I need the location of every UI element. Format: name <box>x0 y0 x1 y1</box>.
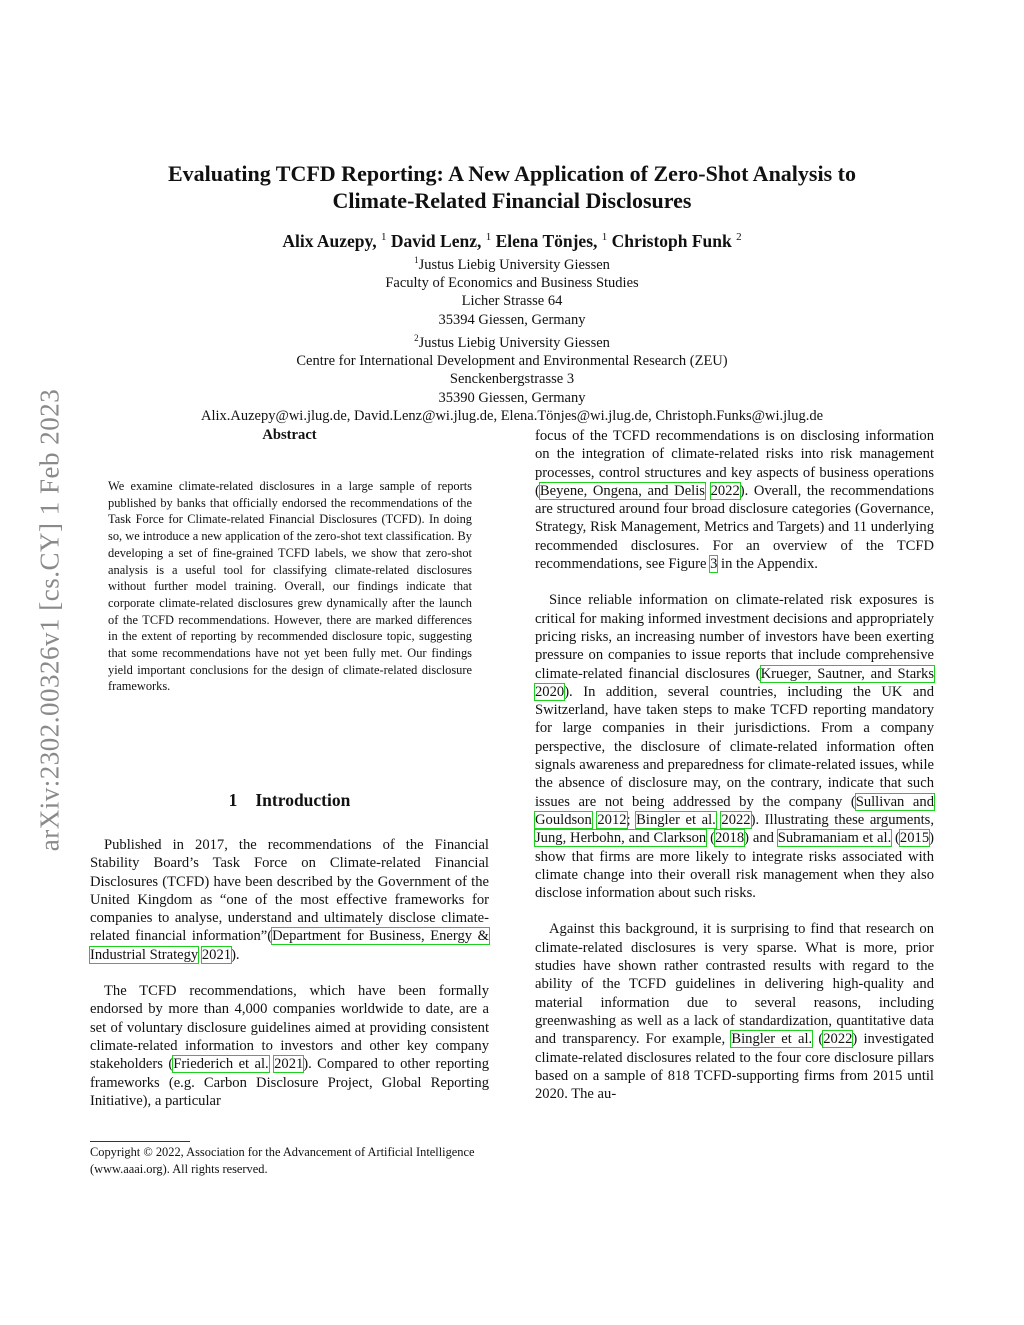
citation-link[interactable]: Friederich et al. <box>173 1056 269 1073</box>
right-paragraph-1 <box>535 427 934 573</box>
author-affiliation-mark: 1 <box>381 231 387 243</box>
text-run: Since reliable information on climate-related risk exposures is critical for making informed investment decisions and appropriately pricing risks, an increasing number of investors have been exerting pressure on companies to issue reports that include comprehensive climate-related financial disclosures ( <box>535 592 934 682</box>
citation-link[interactable]: Sullivan and Gouldson <box>535 793 934 828</box>
citation-link[interactable]: Jung, Herbohn, and Clarkson <box>535 830 707 847</box>
author-emails: Alix.Auzepy@wi.jlug.de, David.Lenz@wi.jlug.de, Elena.Tönjes@wi.jlug.de, Christoph.Funks@wi.jlug.de <box>200 408 824 425</box>
text-run: ). In addition, several countries, including the UK and Switzerland, have taken steps to make TCFD reporting mandatory for large companies in their jurisdictions. From a company perspective, the disclosure of climate-related information often signals awareness and preparedness for climate-related issues, while the absence of disclosure may, on the contrary, indicate that such issues are not being addressed by the company ( <box>535 683 934 810</box>
right-paragraph-2: Since reliable information on climate-related risk exposures is critical for making informed investment decisions and appropriately pricing risks, an increasing number of investors have been exerting pressure on companies to issue reports that include comprehensive climate-related financial disclosures (Krueger, Sautner, and Starks 2020). In addition, several countries, including the UK and Switzerland, have taken steps to make TCFD reporting mandatory for large companies in their jurisdictions. From a company perspective, the disclosure of climate-related information often signals awareness and preparedness for climate-related issues, while the absence of disclosure may, on the contrary, indicate that such issues are not being addressed by the company (Sullivan and Gouldson 2012; Bingler et al. 2022). Illustrating these arguments, Jung, Herbohn, and Clarkson (2018) and Subramaniam et al. (2015) show that firms are more likely to integrate risks associated with climate change into their overall risk management when they also disclose information about such risks. <box>535 592 935 902</box>
citation-year-link[interactable]: 2021 <box>201 946 232 963</box>
text-run: show that firms are more likely to integrate risks associated with climate change into their overall risk management when they also disclose information about such risks. <box>535 848 934 902</box>
affiliation-2-centre: Centre for International Development and Environmental Research (ZEU) <box>296 353 728 370</box>
figure-reference-link[interactable]: 3 <box>710 556 718 573</box>
affiliation-mark: 2 <box>414 333 419 344</box>
affiliation-2-city: 35390 Giessen, Germany <box>438 389 586 406</box>
author-affiliation-mark: 1 <box>601 231 608 243</box>
author-name: Alix Auzepy, <box>282 230 377 251</box>
affiliation-text: Justus Liebig University Giessen <box>418 256 610 273</box>
affiliation-text: Justus Liebig University Giessen <box>418 334 610 351</box>
citation-year-link[interactable]: 2020 <box>535 683 565 700</box>
citation-year-link[interactable]: 2022 <box>721 811 751 828</box>
affiliation-1-faculty: Faculty of Economics and Business Studies <box>385 275 639 292</box>
left-column-body <box>90 836 489 1110</box>
footnote-rule <box>90 1141 190 1142</box>
text-run: in the Appendix. <box>717 556 818 573</box>
text-run: and <box>749 830 778 847</box>
citation-year-link[interactable]: 2022 <box>710 482 740 499</box>
right-column-body <box>535 427 934 1103</box>
affiliation-2-street: Senckenbergstrasse 3 <box>449 371 575 388</box>
text-run: The TCFD recommendations, which have been formally endorsed by more than 4,000 companies worldwide to date, are a set of voluntary disclosure guidelines aimed at providing consistent climate-related information to investors and other key company stakeholders ( <box>90 983 489 1073</box>
author-affiliation-mark: 2 <box>736 231 742 243</box>
copyright-footnote: Copyright © 2022, Association for the Advancement of Artificial Intelligence (www.aaai.org). All rights reserved. <box>90 1145 475 1176</box>
text-run: Against this background, it is surprising to find that research on climate-related disclosures is very sparse. What is more, prior studies have shown rather contrasted results with regard to the ability of the TCFD guidelines in delivering high-quality and material information due to several reasons, including greenwashing as well as a lack of standardization, quantitative data and transparency. For example, <box>535 921 934 1048</box>
paper-title <box>90 160 934 214</box>
affiliation-mark: 1 <box>414 255 419 265</box>
text-run: ). Compared to other reporting frameworks (e.g. Carbon Disclosure Project, Global Reporting Initiative), a particular <box>90 1056 489 1109</box>
author-affiliation-mark: 1 <box>485 231 492 243</box>
text-run: ; <box>626 811 637 828</box>
affiliations <box>60 251 964 425</box>
citation-link[interactable]: Beyene, Ongena, and Delis <box>539 482 705 499</box>
citation-year-link[interactable]: 2022 <box>823 1031 853 1048</box>
text-run: Published in 2017, the recommendations of the Financial Stability Board’s Task Force on Climate-related Financial Disclosures (TCFD) have been described by the Government of the United Kingdom as “one of the most effective frameworks for companies to analyse, understand and ultimately disclose climate-related financial information”( <box>90 837 489 945</box>
author-name: David Lenz, <box>390 230 482 251</box>
text-run: ). Illustrating these arguments, <box>750 811 935 828</box>
citation-year-link[interactable]: 2021 <box>274 1056 304 1073</box>
affiliation-2-name <box>60 329 964 352</box>
intro-paragraph-1 <box>90 836 489 964</box>
arxiv-watermark: arXiv:2302.00326v1 [cs.CY] 1 Feb 2023 <box>34 388 65 852</box>
title-line-1: Evaluating TCFD Reporting: A New Application of Zero-Shot Analysis to <box>168 161 856 186</box>
citation-link[interactable]: Bingler et al. <box>636 811 716 828</box>
title-line-2: Climate-Related Financial Disclosures <box>332 188 692 213</box>
citation-link[interactable]: Bingler et al. <box>731 1031 813 1048</box>
citation-link[interactable]: Department for Business, Energy & Industrial Strategy <box>90 928 489 963</box>
text-run: focus of the TCFD recommendations is on disclosing information on the integration of climate-related risks into risk management processes, control structures and key aspects of business operations ( <box>535 428 934 499</box>
abstract-heading: Abstract <box>262 427 317 443</box>
citation-year-link[interactable]: 2015 <box>899 830 930 847</box>
abstract-text: We examine climate-related disclosures in a large sample of reports published by banks that officially endorsed the recommendations of the Task Force for Climate-related Financial Disclosures (TCFD). In doing so, we introduce a new application of the zero-shot text classification. By developing a set of fine-grained TCFD labels, we show that zero-shot analysis is a useful tool for classifying climate-related disclosures without further model training. Overall, our findings indicate that corporate climate-related disclosures grew dynamically after the launch of the TCFD recommendations. However, there are marked differences in the extent of reporting by recommended disclosure topic, suggesting that some recommendations have not yet been fully met. Our findings yield important conclusions for the design of climate-related disclosure frameworks. <box>108 479 472 694</box>
section-heading-introduction <box>90 790 489 811</box>
right-paragraph-3: Against this background, it is surprising to find that research on climate-related disclosures is very sparse. What is more, prior studies have shown rather contrasted results with regard to the ability of the TCFD guidelines in delivering high-quality and material information due to several reasons, including greenwashing as well as a lack of standardization, quantitative data and transparency. For example, Bingler et al. (2022) investigated climate-related disclosures related to the four core disclosure pillars based on a sample of 818 TCFD-supporting firms from 2015 until 2020. The au- <box>535 921 934 1103</box>
intro-paragraph-2 <box>90 982 489 1110</box>
affiliation-1-city: 35394 Giessen, Germany <box>438 311 586 328</box>
author-list <box>90 225 934 253</box>
citation-year-link[interactable]: 2018 <box>714 830 745 847</box>
citation-link[interactable]: Subramaniam et al. <box>777 830 892 847</box>
citation-year-link[interactable]: 2012 <box>597 811 627 828</box>
text-run: investigated climate-related disclosures related to the four core disclosure pillars based on a sample of 818 TCFD-supporting firms from 2015 until 2020. The au- <box>535 1031 934 1103</box>
text-run: ). <box>231 946 240 963</box>
section-number: 1 <box>228 790 238 810</box>
author-name: Christoph Funk <box>611 230 732 251</box>
affiliation-1-street: Licher Strasse 64 <box>461 293 563 310</box>
affiliation-1-name <box>60 251 964 274</box>
section-title: Introduction <box>255 790 351 810</box>
citation-link[interactable]: Krueger, Sautner, and Starks <box>760 665 935 682</box>
author-name: Elena Tönjes, <box>495 230 598 251</box>
text-run: ). Overall, the recommendations are structured around four broad disclosure categories (Governance, Strategy, Risk Management, Metrics and Targets) and 11 underlying recommended disclosures. For an overview of the TCFD recommendations, see Figure <box>535 482 935 573</box>
